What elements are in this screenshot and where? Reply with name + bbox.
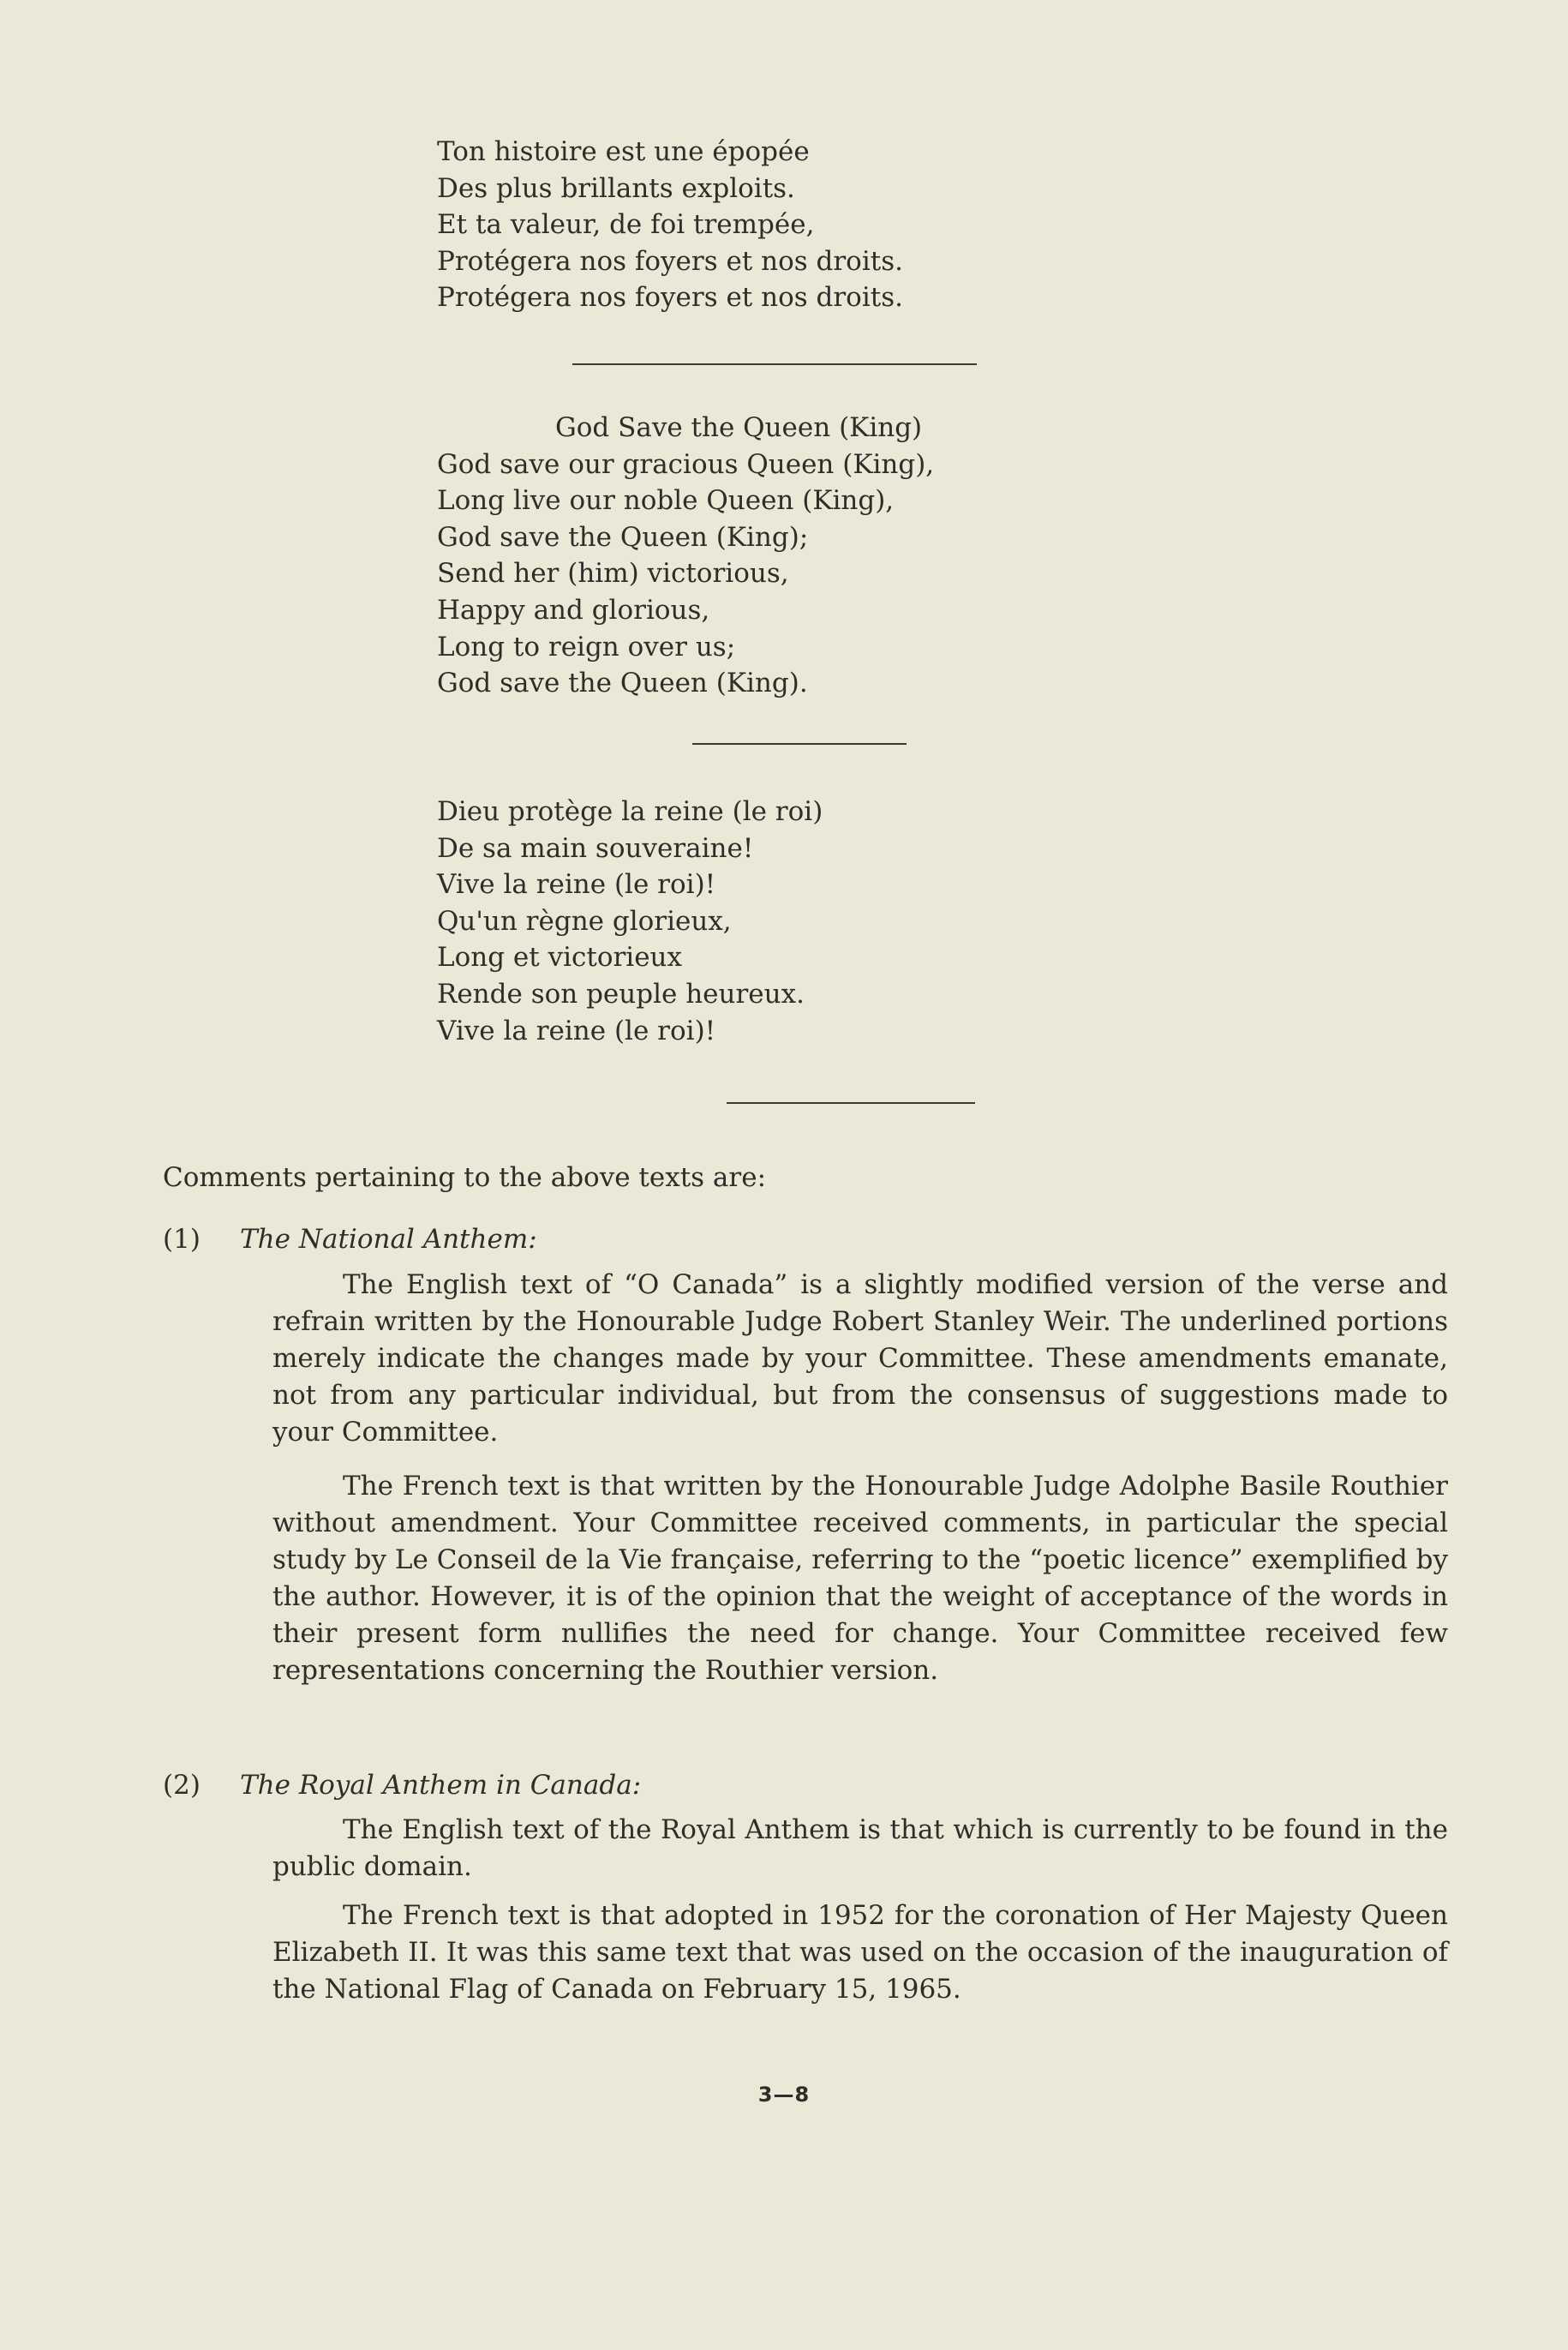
verse-line: Send her (him) victorious,	[437, 558, 789, 590]
section-number: (1)	[163, 1224, 200, 1255]
paragraph-text: The French text is that adopted in 1952 for the coronation of Her Majesty Queen Elizabeth II. It was this same text that was used on the occasion of the inauguration of the National Flag of Canada on February 15, 1965.	[272, 1900, 1448, 2005]
verse-line: Vive la reine (le roi)!	[437, 1015, 716, 1046]
divider-rule	[692, 743, 907, 745]
page-number: 3—8	[757, 2083, 811, 2107]
verse-line: Dieu protège la reine (le roi)	[437, 796, 823, 827]
paragraph-text: The English text of the Royal Anthem is that which is currently to be found in the public domain.	[272, 1814, 1448, 1882]
verse-line: God save the Queen (King).	[437, 668, 808, 699]
royal-anthem-english	[437, 410, 934, 702]
verse-line: Vive la reine (le roi)!	[437, 869, 716, 901]
paragraph	[272, 1468, 1448, 1689]
royal-anthem-french	[437, 794, 823, 1049]
french-stanza	[437, 134, 903, 316]
verse-line: Long et victorieux	[437, 942, 683, 974]
paragraph-text: The French text is that written by the Honourable Judge Adolphe Basile Routhier without amendment. Your Committee received comments, in particular the special study by Le Conseil de la Vie française, referring to the “poetic licence” exemplified by the author. However, it is of the opinion that the weight of acceptance of the words in their present form nullifies the need for change. Your Committee received few representations concerning the Routhier version.	[272, 1471, 1448, 1686]
verse-line: Long to reign over us;	[437, 631, 736, 662]
verse-line: God save the Queen (King);	[437, 521, 809, 553]
verse-line: Happy and glorious,	[437, 594, 710, 626]
section-title: The Royal Anthem in Canada:	[240, 1770, 642, 1801]
verse-line: Protégera nos foyers et nos droits.	[437, 282, 903, 314]
verse-line: Rende son peuple heureux.	[437, 978, 805, 1010]
section-heading-national-anthem	[163, 1221, 537, 1258]
paragraph	[272, 1897, 1448, 2008]
royal-anthem-title: God Save the Queen (King)	[555, 412, 923, 443]
verse-line: Qu'un règne glorieux,	[437, 905, 732, 937]
section-number: (2)	[163, 1770, 200, 1801]
verse-line: God save our gracious Queen (King),	[437, 448, 935, 480]
verse-line: Et ta valeur, de foi trempée,	[437, 209, 815, 241]
verse-line: Ton histoire est une épopée	[437, 136, 810, 167]
verse-line: Protégera nos foyers et nos droits.	[437, 245, 903, 277]
comments-intro: Comments pertaining to the above texts are:	[163, 1162, 767, 1193]
divider-rule	[727, 1102, 975, 1104]
verse-line: Des plus brillants exploits.	[437, 172, 795, 204]
paragraph	[272, 1267, 1448, 1451]
section-heading-royal-anthem	[163, 1767, 641, 1804]
paragraph	[272, 1812, 1448, 1885]
section-title: The National Anthem:	[240, 1224, 537, 1255]
paragraph-text: The English text of “O Canada” is a slightly modified version of the verse and refrain written by the Honourable Judge Robert Stanley Weir. The underlined portions merely indicate the changes made by your Committee. These amendments emanate, not from any particular individual, but from the consensus of suggestions made to your Committee.	[272, 1269, 1448, 1448]
verse-line: Long live our noble Queen (King),	[437, 485, 895, 517]
verse-line: De sa main souveraine!	[437, 832, 754, 864]
divider-rule	[572, 363, 977, 365]
